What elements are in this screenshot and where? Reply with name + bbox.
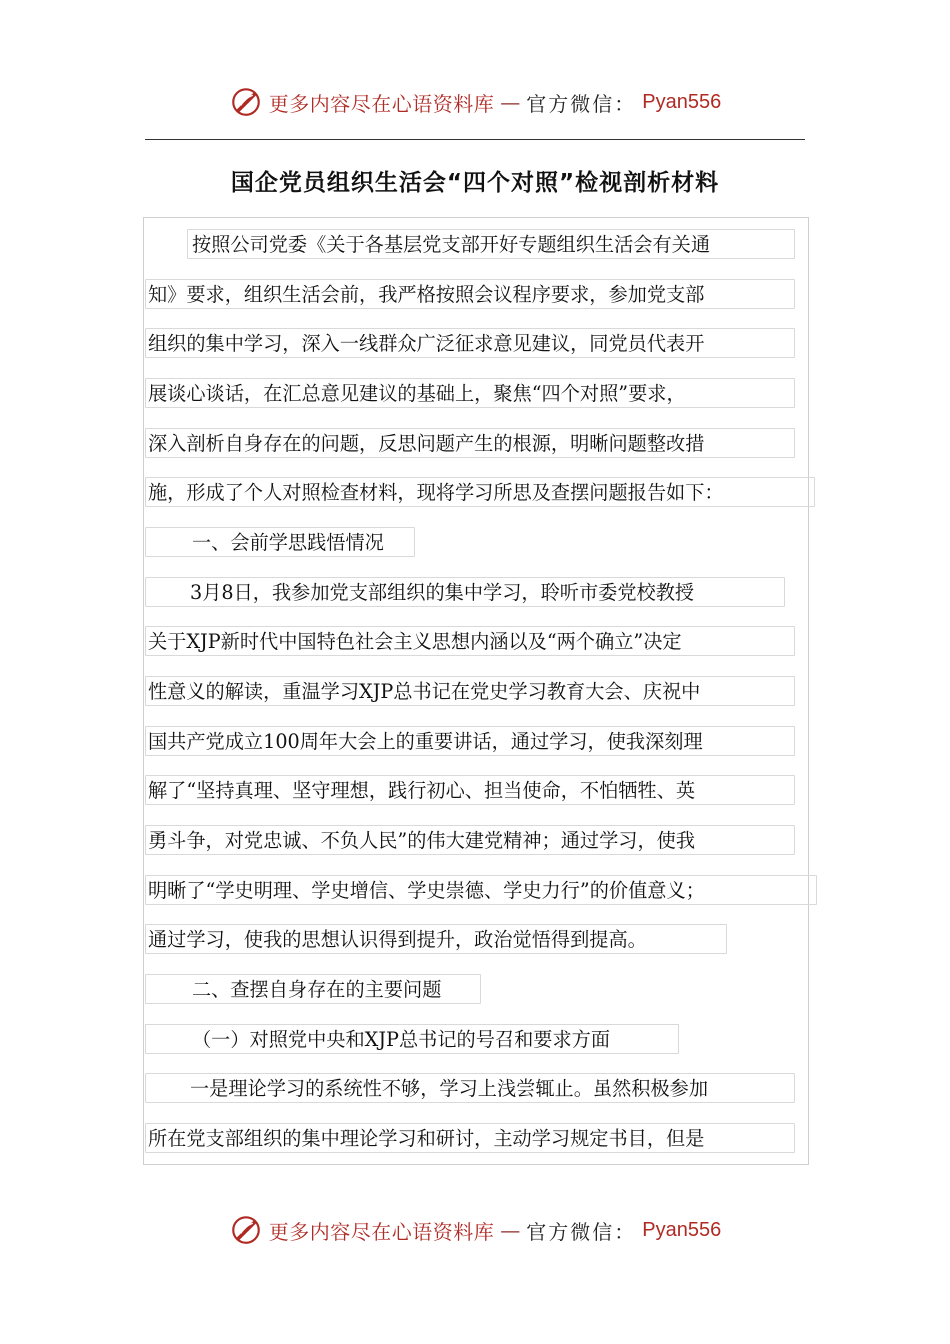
body-line: 知》要求，组织生活会前，我严格按照会议程序要求，参加党支部 [145,279,795,309]
banner-wechat-id: Pyan556 [642,1218,722,1241]
body-line: 深入剖析自身存在的问题，反思问题产生的根源，明晰问题整改措 [145,428,795,458]
pen-logo-icon [229,1213,263,1247]
body-line: 性意义的解读，重温学习XJP总书记在党史学习教育大会、庆祝中 [145,676,795,706]
banner-separator: — [500,1218,521,1242]
body-line: 解了“坚持真理、坚守理想，践行初心、担当使命，不怕牺牲、英 [145,775,795,805]
body-line: 展谈心谈话，在汇总意见建议的基础上，聚焦“四个对照”要求， [145,378,795,408]
body-line: 按照公司党委《关于各基层党支部开好专题组织生活会有关通 [187,229,795,259]
body-line: 一是理论学习的系统性不够，学习上浅尝辄止。虽然积极参加 [145,1073,795,1103]
body-line: 国共产党成立100周年大会上的重要讲话，通过学习，使我深刻理 [145,726,795,756]
banner-wechat-label: 官方微信： [526,91,637,116]
banner-separator: — [500,90,521,114]
section-heading: 一、会前学思践悟情况 [145,527,415,557]
footer-banner [0,1210,950,1250]
subsection-heading: （一）对照党中央和XJP总书记的号召和要求方面 [145,1024,679,1054]
body-line: 通过学习，使我的思想认识得到提升，政治觉悟得到提高。 [145,924,727,954]
header-divider [145,139,805,140]
banner-wechat-label: 官方微信： [526,1219,637,1244]
body-line: 关于XJP新时代中国特色社会主义思想内涵以及“两个确立”决定 [145,626,795,656]
body-line: 组织的集中学习，深入一线群众广泛征求意见建议，同党员代表开 [145,328,795,358]
banner-slogan: 更多内容尽在心语资料库 [268,1219,495,1244]
body-line: 3月8日，我参加党支部组织的集中学习，聆听市委党校教授 [145,577,785,607]
pen-logo-icon [229,85,263,119]
banner-wechat-id: Pyan556 [642,90,722,113]
page-title: 国企党员组织生活会“四个对照”检视剖析材料 [230,170,720,196]
body-line: 勇斗争，对党忠诚、不负人民”的伟大建党精神；通过学习，使我 [145,825,795,855]
section-heading: 二、查摆自身存在的主要问题 [145,974,481,1004]
header-banner [0,82,950,122]
body-line: 所在党支部组织的集中理论学习和研讨，主动学习规定书目，但是 [145,1123,795,1153]
body-line: 明晰了“学史明理、学史增信、学史崇德、学史力行”的价值意义； [145,875,817,905]
banner-slogan: 更多内容尽在心语资料库 [268,91,495,116]
body-line: 施，形成了个人对照检查材料，现将学习所思及查摆问题报告如下： [145,477,815,507]
